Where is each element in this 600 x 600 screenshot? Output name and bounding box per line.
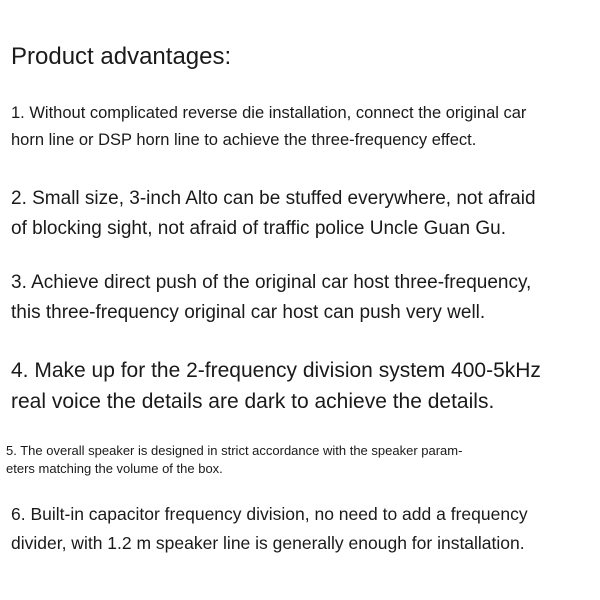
advantage-4-line-1: 4. Make up for the 2-frequency division system 400-5kHz: [11, 359, 541, 382]
advantage-item-4: [11, 355, 541, 417]
advantage-4-line-2: real voice the details are dark to achieve the details.: [11, 390, 495, 413]
advantage-2-line-1: 2. Small size, 3-inch Alto can be stuffed everywhere, not afraid: [11, 188, 536, 209]
advantage-item-5: [6, 442, 462, 478]
advantage-3-line-2: this three-frequency original car host can push very well.: [11, 302, 486, 323]
advantage-1-line-2: horn line or DSP horn line to achieve the three-frequency effect.: [11, 131, 477, 149]
advantage-5-line-1: 5. The overall speaker is designed in strict accordance with the speaker param-: [6, 443, 463, 458]
advantage-5-line-2: eters matching the volume of the box.: [6, 461, 223, 476]
page-title: Product advantages:: [11, 43, 232, 70]
advantage-2-line-2: of blocking sight, not afraid of traffic police Uncle Guan Gu.: [11, 218, 506, 239]
advantage-6-line-1: 6. Built-in capacitor frequency division, no need to add a frequency: [11, 504, 528, 524]
advantage-item-2: [11, 184, 536, 244]
advantage-item-6: [11, 500, 528, 558]
advantage-1-line-1: 1. Without complicated reverse die installation, connect the original car: [11, 104, 527, 122]
advantage-item-1: [11, 100, 526, 154]
advantage-3-line-1: 3. Achieve direct push of the original car host three-frequency,: [11, 272, 532, 293]
advantage-item-3: [11, 268, 531, 328]
advantage-6-line-2: divider, with 1.2 m speaker line is generally enough for installation.: [11, 533, 525, 553]
